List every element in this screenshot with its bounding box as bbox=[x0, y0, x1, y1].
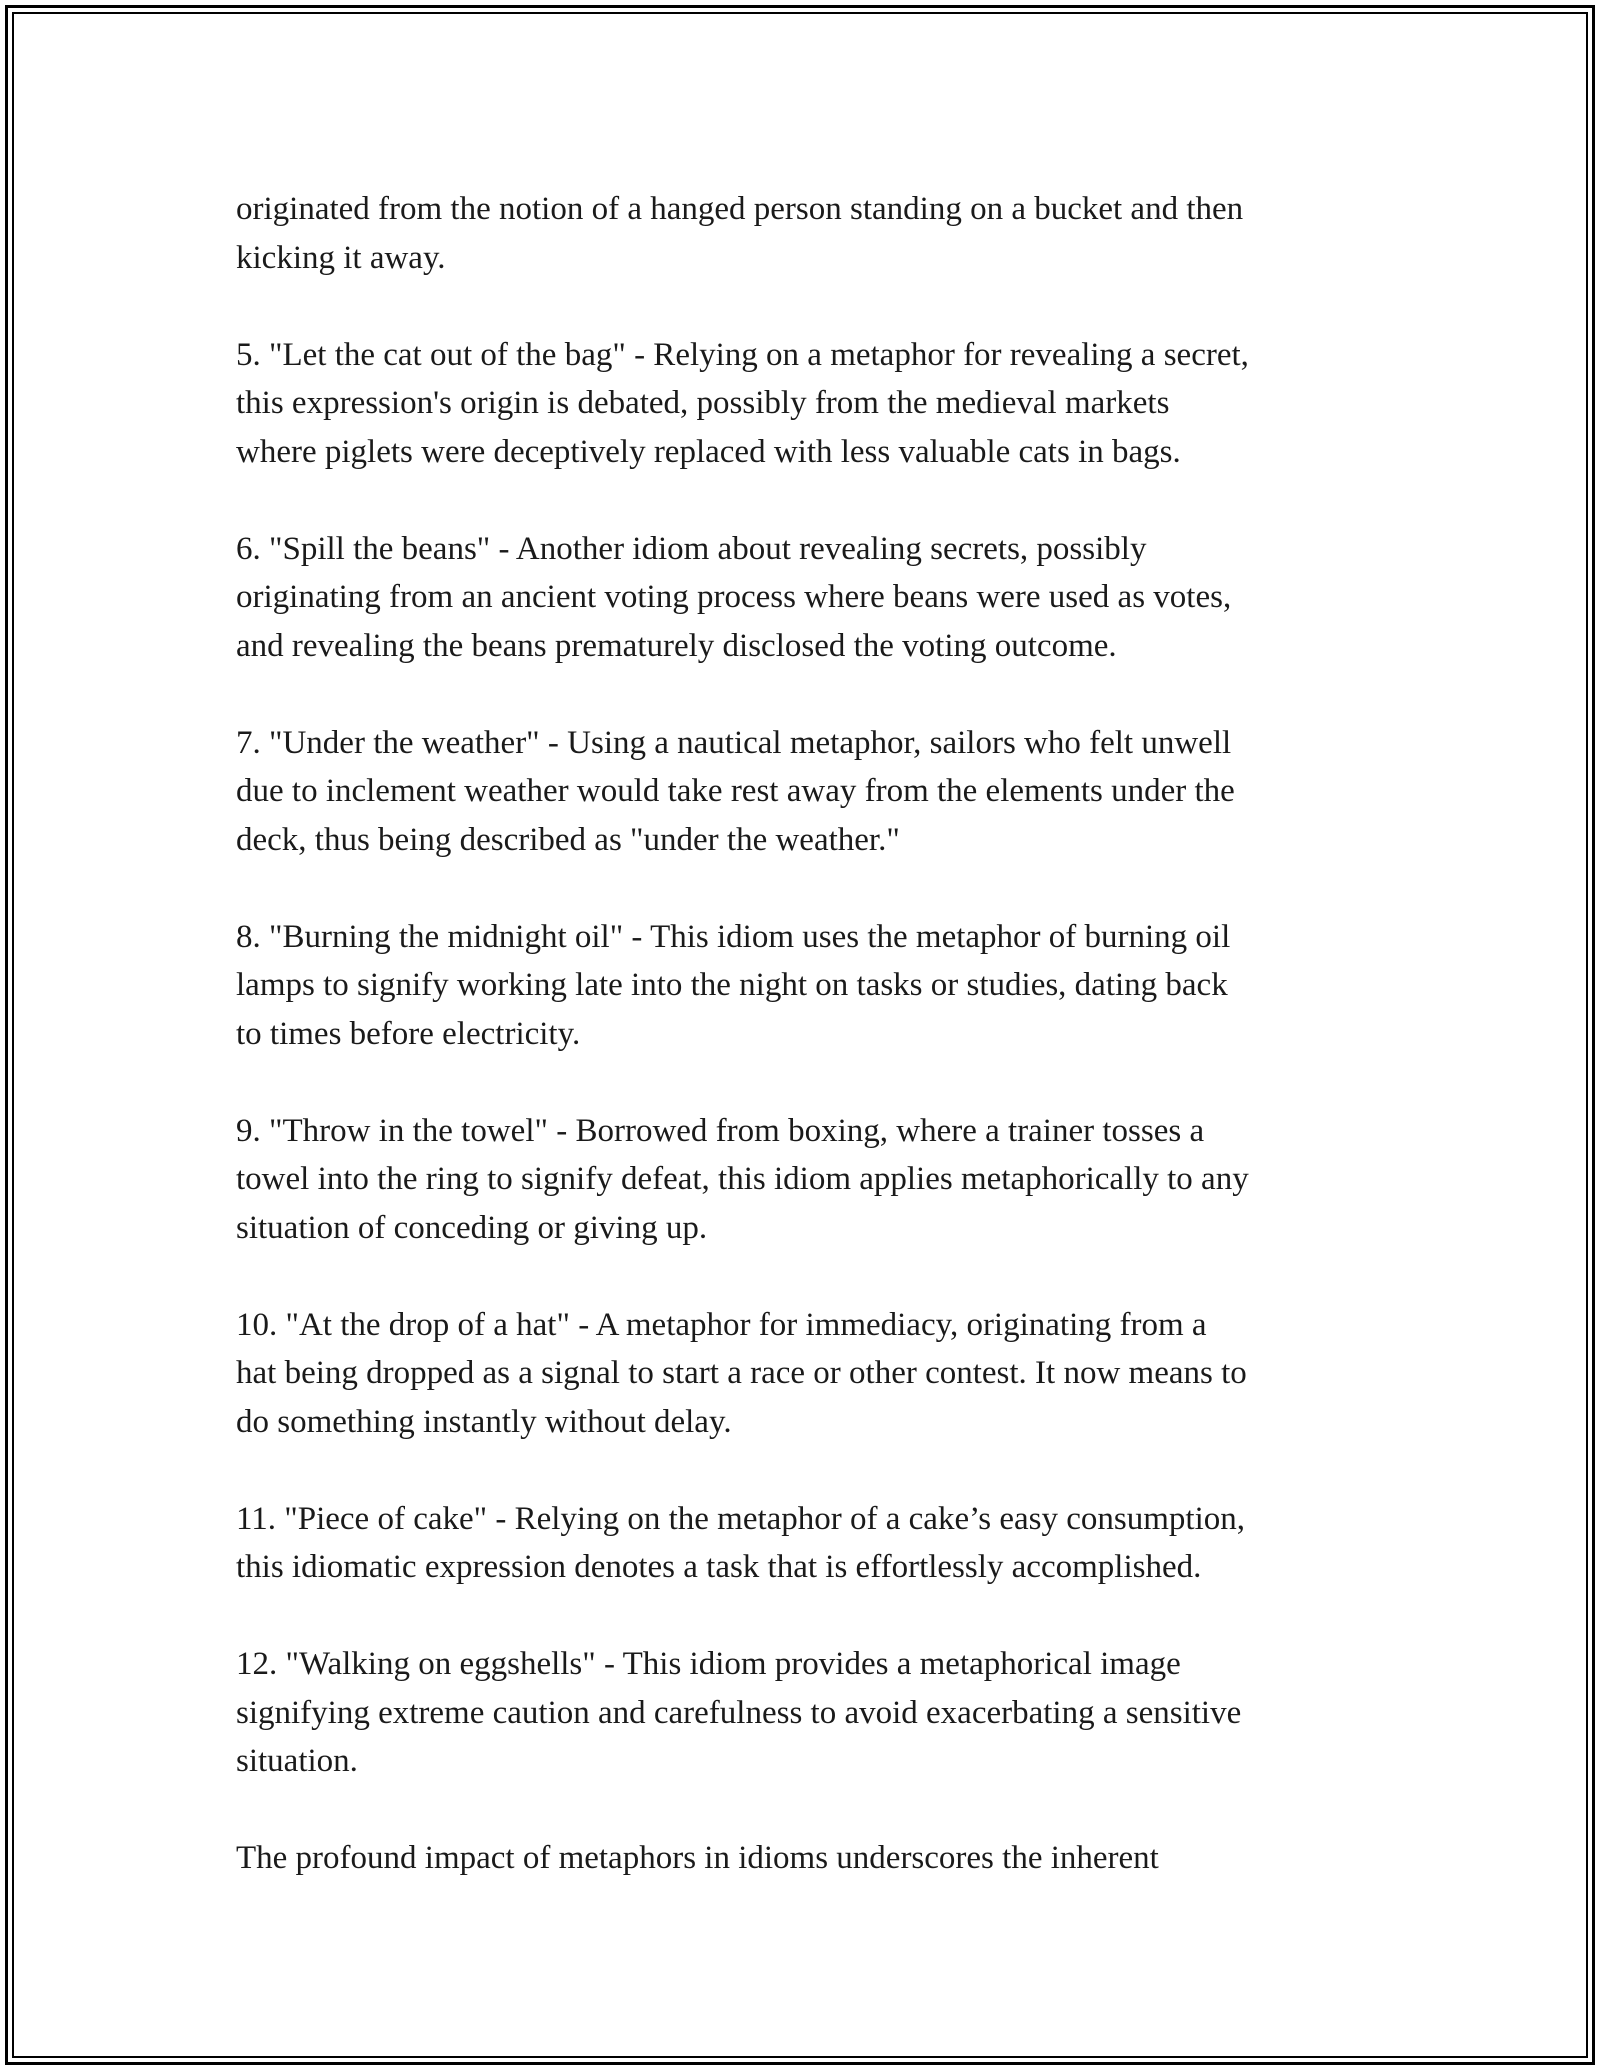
paragraph-continuation bbox=[236, 185, 1386, 282]
paragraph-idiom-5 bbox=[236, 331, 1386, 477]
paragraph-idiom-10 bbox=[236, 1301, 1386, 1447]
text-line: situation of conceding or giving up. bbox=[236, 1209, 708, 1246]
paragraph-idiom-7 bbox=[236, 719, 1386, 865]
text-line: The profound impact of metaphors in idioms underscores the inherent bbox=[236, 1840, 1159, 1876]
text-line: 5. "Let the cat out of the bag" - Relying on a metaphor for revealing a secret, bbox=[236, 336, 1249, 373]
text-line: originating from an ancient voting process where beans were used as votes, bbox=[236, 579, 1232, 615]
text-line: hat being dropped as a signal to start a race or other contest. It now means to bbox=[236, 1355, 1247, 1391]
text-line: 6. "Spill the beans" - Another idiom about revealing secrets, possibly bbox=[236, 530, 1147, 567]
text-line: deck, thus being described as "under the weather." bbox=[236, 821, 900, 858]
text-line: 11. "Piece of cake" - Relying on the metaphor of a cake’s easy consumption, bbox=[236, 1500, 1245, 1537]
text-line: where piglets were deceptively replaced with less valuable cats in bags. bbox=[236, 433, 1181, 470]
text-line: situation. bbox=[236, 1743, 358, 1779]
text-line: originated from the notion of a hanged person standing on a bucket and then bbox=[236, 191, 1244, 227]
text-line: signifying extreme caution and carefulness to avoid exacerbating a sensitive bbox=[236, 1694, 1242, 1731]
text-line: 7. "Under the weather" - Using a nautical metaphor, sailors who felt unwell bbox=[236, 724, 1232, 761]
text-line: 10. "At the drop of a hat" - A metaphor for immediacy, originating from a bbox=[236, 1306, 1207, 1343]
paragraph-idiom-6 bbox=[236, 525, 1386, 671]
text-line: and revealing the beans prematurely disclosed the voting outcome. bbox=[236, 627, 1117, 664]
text-line: 12. "Walking on eggshells" - This idiom provides a metaphorical image bbox=[236, 1646, 1181, 1682]
paragraph-idiom-11 bbox=[236, 1495, 1386, 1592]
text-line: 9. "Throw in the towel" - Borrowed from boxing, where a trainer tosses a bbox=[236, 1112, 1205, 1149]
text-line: this expression's origin is debated, possibly from the medieval markets bbox=[236, 385, 1170, 421]
paragraph-idiom-8 bbox=[236, 913, 1386, 1059]
paragraph-conclusion bbox=[236, 1834, 1386, 1883]
paragraph-idiom-9 bbox=[236, 1107, 1386, 1253]
text-line: to times before electricity. bbox=[236, 1015, 581, 1052]
text-line: do something instantly without delay. bbox=[236, 1403, 732, 1440]
text-line: lamps to signify working late into the night on tasks or studies, dating back bbox=[236, 967, 1228, 1003]
text-line: towel into the ring to signify defeat, this idiom applies metaphorically to any bbox=[236, 1161, 1249, 1197]
document-body bbox=[236, 185, 1386, 1931]
text-line: this idiomatic expression denotes a task that is effortlessly accomplished. bbox=[236, 1549, 1202, 1585]
text-line: kicking it away. bbox=[236, 239, 446, 276]
text-line: due to inclement weather would take rest away from the elements under the bbox=[236, 773, 1235, 809]
paragraph-idiom-12 bbox=[236, 1640, 1386, 1786]
text-line: 8. "Burning the midnight oil" - This idiom uses the metaphor of burning oil bbox=[236, 918, 1231, 955]
